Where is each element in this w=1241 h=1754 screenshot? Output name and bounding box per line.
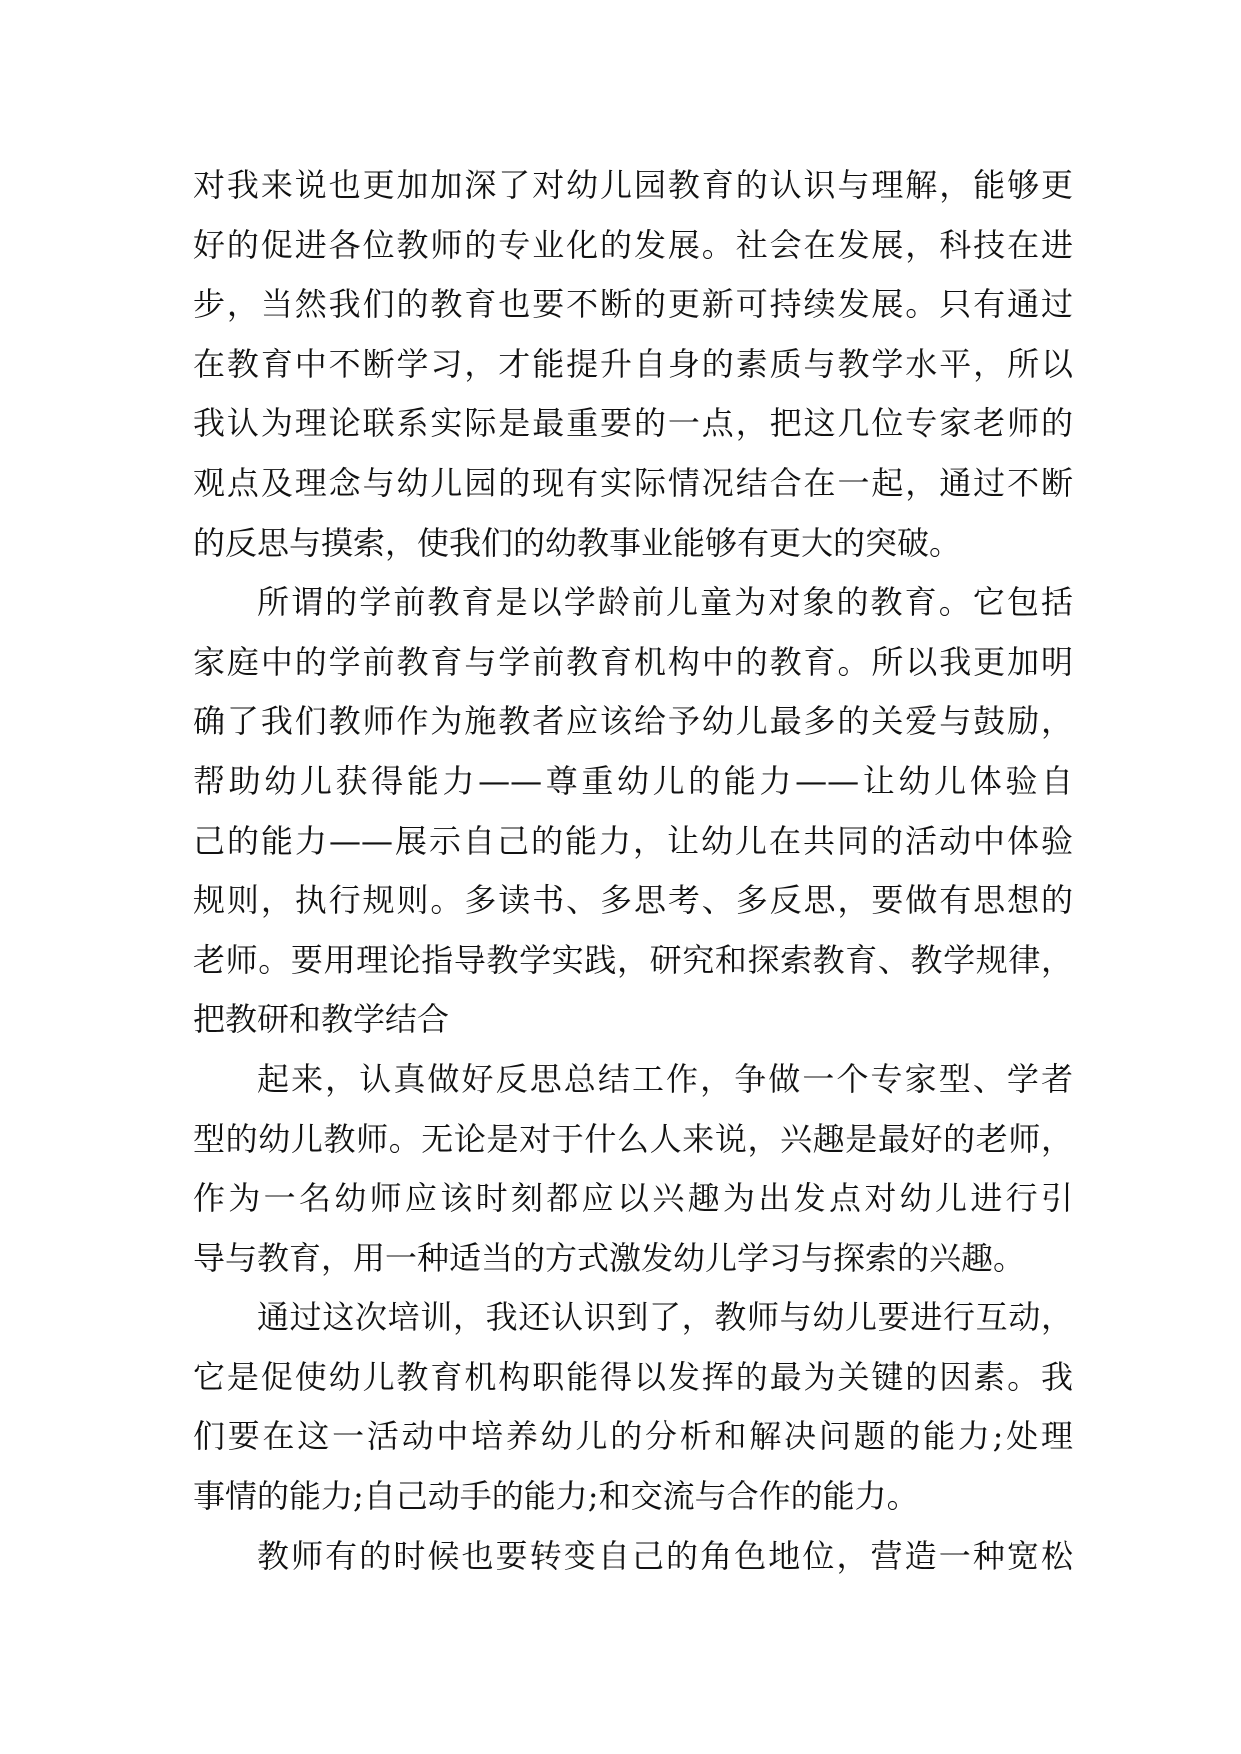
text-line: 规则，执行规则。多读书、多思考、多反思，要做有思想的 — [193, 881, 1073, 920]
text-line: 观点及理念与幼儿园的现有实际情况结合在一起，通过不断 — [193, 463, 1073, 502]
text-line: 们要在这一活动中培养幼儿的分析和解决问题的能力;处理 — [193, 1417, 1073, 1456]
text-line: 老师。要用理论指导教学实践，研究和探索教育、教学规律， — [193, 940, 1073, 979]
text-line: 我认为理论联系实际是最重要的一点，把这几位专家老师的 — [193, 404, 1073, 443]
text-line: 步，当然我们的教育也要不断的更新可持续发展。只有通过 — [193, 285, 1073, 324]
text-line: 在教育中不断学习，才能提升自身的素质与教学水平，所以 — [193, 344, 1073, 383]
text-line: 把教研和教学结合 — [193, 1000, 450, 1039]
paragraph-first-line: 起来，认真做好反思总结工作，争做一个专家型、学者 — [257, 1059, 1073, 1098]
text-line: 对我来说也更加加深了对幼儿园教育的认识与理解，能够更 — [193, 166, 1073, 204]
text-line: 作为一名幼师应该时刻都应以兴趣为出发点对幼儿进行引 — [193, 1179, 1073, 1218]
text-line: 它是促使幼儿教育机构职能得以发挥的最为关键的因素。我 — [193, 1357, 1073, 1396]
paragraph-first-line: 通过这次培训，我还认识到了，教师与幼儿要进行互动， — [257, 1298, 1073, 1337]
text-line: 帮助幼儿获得能力——尊重幼儿的能力——让幼儿体验自 — [193, 761, 1073, 800]
paragraph-first-line: 所谓的学前教育是以学龄前儿童为对象的教育。它包括 — [257, 583, 1073, 622]
text-line: 型的幼儿教师。无论是对于什么人来说，兴趣是最好的老师， — [193, 1119, 1073, 1158]
text-line: 己的能力——展示自己的能力，让幼儿在共同的活动中体验 — [193, 821, 1073, 860]
text-line: 家庭中的学前教育与学前教育机构中的教育。所以我更加明 — [193, 642, 1073, 681]
text-line: 好的促进各位教师的专业化的发展。社会在发展，科技在进 — [193, 225, 1073, 264]
text-line: 事情的能力;自己动手的能力;和交流与合作的能力。 — [193, 1477, 919, 1516]
text-line: 确了我们教师作为施教者应该给予幼儿最多的关爱与鼓励， — [193, 702, 1073, 741]
text-line: 的反思与摸索，使我们的幼教事业能够有更大的突破。 — [193, 523, 962, 562]
body-text — [193, 156, 1073, 1586]
text-line: 导与教育，用一种适当的方式激发幼儿学习与探索的兴趣。 — [193, 1238, 1026, 1277]
paragraph-first-line: 教师有的时候也要转变自己的角色地位，营造一种宽松 — [257, 1536, 1073, 1575]
